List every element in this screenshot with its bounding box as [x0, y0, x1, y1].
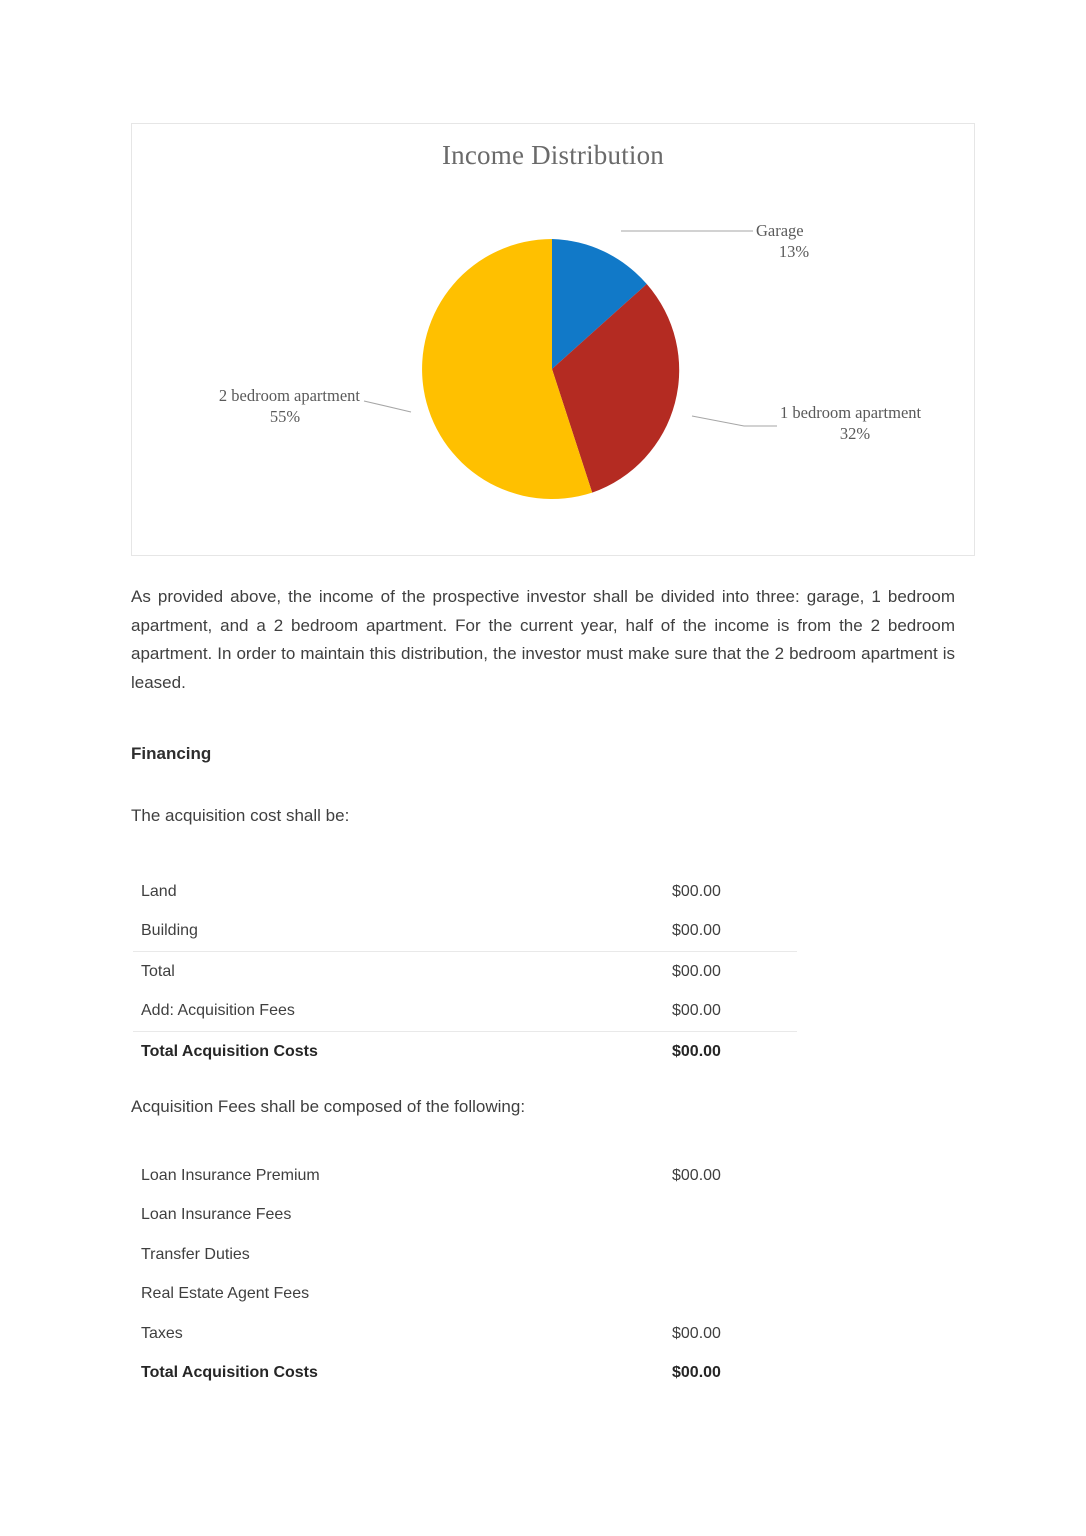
acquisition-cost-table-body	[133, 872, 797, 1072]
row-value: $00.00	[672, 992, 797, 1032]
leader-line-2-bedroom	[364, 401, 411, 412]
row-label: Taxes	[141, 1324, 183, 1342]
row-value	[672, 1235, 797, 1275]
row-value: $00.00	[672, 962, 721, 980]
pie-chart-area	[132, 124, 976, 557]
table-row	[133, 952, 797, 992]
leader-line-1-bedroom	[692, 416, 777, 426]
financing-heading: Financing	[131, 744, 212, 763]
acquisition-fees-table-body	[133, 1156, 797, 1393]
table-row	[133, 1156, 797, 1196]
row-label: Land	[141, 882, 177, 900]
row-value: $00.00	[672, 1166, 721, 1184]
acquisition-cost-lead-text: The acquisition cost shall be:	[131, 806, 350, 825]
pie-label-garage-percent: 13%	[778, 242, 810, 261]
row-value: $00.00	[672, 912, 797, 952]
income-distribution-chart	[131, 123, 975, 556]
row-value	[672, 1275, 797, 1315]
row-label: Real Estate Agent Fees	[141, 1285, 310, 1303]
row-value: $00.00	[672, 1364, 721, 1382]
row-label: Loan Insurance Premium	[141, 1166, 320, 1184]
table-row	[133, 912, 797, 952]
row-label: Total Acquisition Costs	[141, 1042, 318, 1060]
pie-label-2-bedroom-percent: 55%	[269, 407, 301, 426]
table-row	[133, 1235, 797, 1275]
row-label: Total Acquisition Costs	[141, 1364, 318, 1382]
table-row	[133, 992, 797, 1032]
acquisition-cost-table	[133, 872, 797, 1072]
row-value	[672, 1196, 797, 1236]
table-row	[133, 872, 797, 912]
row-value: $00.00	[672, 1324, 721, 1342]
row-label: Add: Acquisition Fees	[133, 992, 672, 1032]
pie-label-garage-name: Garage	[756, 221, 804, 240]
pie-label-1-bedroom-percent: 32%	[839, 424, 871, 443]
row-label: Transfer Duties	[141, 1245, 250, 1263]
table-row	[133, 1196, 797, 1236]
table-row-total	[133, 1354, 797, 1394]
table-row	[133, 1275, 797, 1315]
row-label: Loan Insurance Fees	[141, 1206, 292, 1224]
pie-label-1-bedroom-name: 1 bedroom apartment	[780, 403, 922, 422]
pie-chart-svg	[132, 124, 976, 557]
row-value: $00.00	[672, 882, 721, 900]
chart-title: Income Distribution	[441, 140, 664, 170]
acquisition-fees-lead-text: Acquisition Fees shall be composed of the following:	[131, 1097, 526, 1116]
row-label: Total	[141, 962, 175, 980]
acquisition-fees-table	[133, 1156, 797, 1393]
table-row-total	[133, 1032, 797, 1072]
intro-paragraph: As provided above, the income of the prospective investor shall be divided into three: garage, 1 bedroom apartment, and a 2 bedroom apartment. For the current year, half of the income is from the 2 bedroom apartment. In order to maintain this distribution, the investor must make sure that the 2 bedroom apartment is leased.	[131, 587, 955, 692]
row-label: Building	[133, 912, 672, 952]
table-row	[133, 1314, 797, 1354]
row-value: $00.00	[672, 1042, 721, 1060]
pie-label-2-bedroom-name: 2 bedroom apartment	[218, 386, 360, 405]
